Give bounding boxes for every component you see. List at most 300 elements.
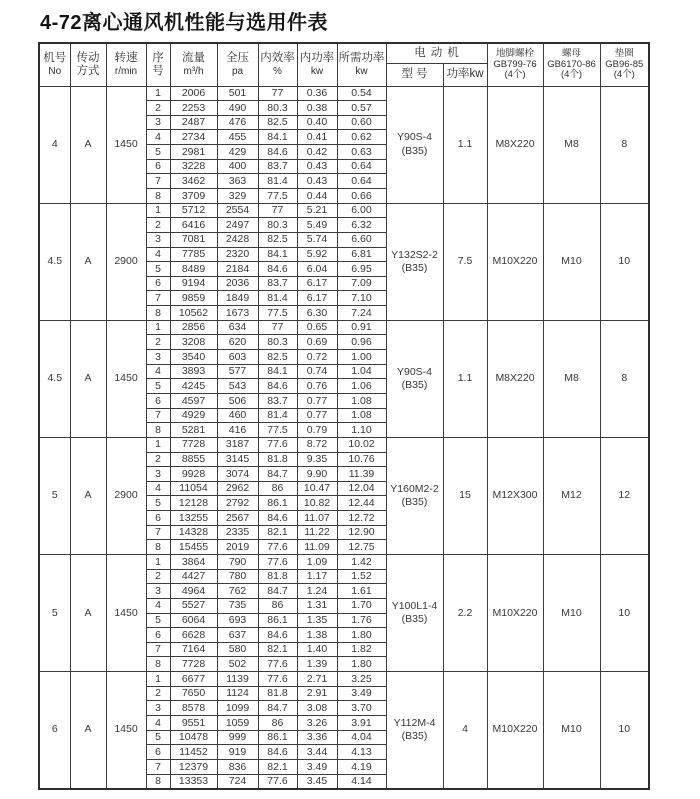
inner-power-cell: 0.65	[297, 320, 337, 335]
pressure-cell: 693	[217, 613, 258, 628]
efficiency-cell: 82.5	[258, 350, 297, 365]
serial-cell: 4	[146, 481, 170, 496]
inner-power-cell: 6.17	[297, 276, 337, 291]
pressure-cell: 2567	[217, 511, 258, 526]
inner-power-cell: 3.36	[297, 730, 337, 745]
flow-cell: 7785	[170, 247, 217, 262]
flow-cell: 3208	[170, 335, 217, 350]
pressure-cell: 506	[217, 393, 258, 408]
efficiency-cell: 82.5	[258, 232, 297, 247]
anchor-bolt-cell: M10X220	[487, 203, 543, 320]
efficiency-cell: 83.7	[258, 276, 297, 291]
serial-cell: 4	[146, 716, 170, 731]
serial-cell: 6	[146, 393, 170, 408]
machine-no-cell: 5	[39, 437, 70, 554]
col-header-speed: 转速 r/min	[106, 43, 146, 86]
pressure-cell: 329	[217, 188, 258, 203]
inner-power-cell: 9.35	[297, 452, 337, 467]
pressure-cell: 1124	[217, 686, 258, 701]
serial-cell: 2	[146, 686, 170, 701]
washer-cell: 12	[600, 437, 649, 554]
col-header-motor-model: 型号	[386, 63, 443, 86]
serial-cell: 6	[146, 511, 170, 526]
flow-cell: 6416	[170, 218, 217, 233]
col-header-nut: 螺母 GB6170-86 (4个)	[543, 43, 600, 86]
serial-cell: 3	[146, 701, 170, 716]
flow-cell: 5527	[170, 598, 217, 613]
pressure-cell: 2428	[217, 232, 258, 247]
flow-cell: 6064	[170, 613, 217, 628]
required-power-cell: 4.19	[337, 759, 386, 774]
speed-cell: 1450	[106, 555, 146, 672]
transmission-cell: A	[70, 672, 106, 789]
efficiency-cell: 80.3	[258, 101, 297, 116]
inner-power-cell: 1.38	[297, 628, 337, 643]
flow-cell: 2734	[170, 130, 217, 145]
efficiency-cell: 81.4	[258, 174, 297, 189]
flow-cell: 3893	[170, 364, 217, 379]
pressure-cell: 836	[217, 759, 258, 774]
inner-power-cell: 5.49	[297, 218, 337, 233]
efficiency-cell: 84.1	[258, 247, 297, 262]
nut-cell: M10	[543, 203, 600, 320]
required-power-cell: 1.42	[337, 555, 386, 570]
efficiency-cell: 82.5	[258, 115, 297, 130]
flow-cell: 9928	[170, 467, 217, 482]
pressure-cell: 2036	[217, 276, 258, 291]
flow-cell: 14328	[170, 525, 217, 540]
pressure-cell: 416	[217, 423, 258, 438]
efficiency-cell: 77.6	[258, 555, 297, 570]
pressure-cell: 762	[217, 584, 258, 599]
required-power-cell: 3.70	[337, 701, 386, 716]
efficiency-cell: 81.8	[258, 452, 297, 467]
efficiency-cell: 77	[258, 203, 297, 218]
flow-cell: 3864	[170, 555, 217, 570]
table-header	[39, 43, 649, 86]
serial-cell: 8	[146, 423, 170, 438]
flow-cell: 9194	[170, 276, 217, 291]
required-power-cell: 0.96	[337, 335, 386, 350]
machine-no-cell: 5	[39, 555, 70, 672]
pressure-cell: 2554	[217, 203, 258, 218]
motor-model-cell: Y90S-4 (B35)	[386, 86, 443, 203]
pressure-cell: 455	[217, 130, 258, 145]
table-row	[39, 555, 649, 570]
flow-cell: 2981	[170, 145, 217, 160]
transmission-cell: A	[70, 320, 106, 437]
required-power-cell: 0.62	[337, 130, 386, 145]
transmission-cell: A	[70, 203, 106, 320]
required-power-cell: 1.10	[337, 423, 386, 438]
serial-cell: 8	[146, 188, 170, 203]
efficiency-cell: 81.4	[258, 408, 297, 423]
serial-cell: 3	[146, 232, 170, 247]
washer-cell: 10	[600, 555, 649, 672]
serial-cell: 1	[146, 672, 170, 687]
pressure-cell: 2497	[217, 218, 258, 233]
transmission-cell: A	[70, 555, 106, 672]
pressure-cell: 735	[217, 598, 258, 613]
serial-cell: 1	[146, 437, 170, 452]
table-row	[39, 320, 649, 335]
pressure-cell: 1673	[217, 306, 258, 321]
required-power-cell: 0.64	[337, 159, 386, 174]
efficiency-cell: 86.1	[258, 613, 297, 628]
required-power-cell: 3.49	[337, 686, 386, 701]
col-header-inner-power: 内功率 kw	[297, 43, 337, 86]
inner-power-cell: 0.42	[297, 145, 337, 160]
required-power-cell: 1.52	[337, 569, 386, 584]
serial-cell: 8	[146, 657, 170, 672]
flow-cell: 6628	[170, 628, 217, 643]
pressure-cell: 637	[217, 628, 258, 643]
pressure-cell: 543	[217, 379, 258, 394]
efficiency-cell: 84.6	[258, 511, 297, 526]
anchor-bolt-cell: M10X220	[487, 672, 543, 789]
serial-cell: 7	[146, 525, 170, 540]
pressure-cell: 490	[217, 101, 258, 116]
col-header-anchor-bolt: 地脚螺栓 GB799-76 (4个)	[487, 43, 543, 86]
motor-power-cell: 2.2	[443, 555, 487, 672]
motor-model-cell: Y112M-4 (B35)	[386, 672, 443, 789]
inner-power-cell: 0.77	[297, 408, 337, 423]
pressure-cell: 2335	[217, 525, 258, 540]
flow-cell: 7650	[170, 686, 217, 701]
serial-cell: 1	[146, 86, 170, 101]
motor-power-cell: 15	[443, 437, 487, 554]
required-power-cell: 0.66	[337, 188, 386, 203]
flow-cell: 4964	[170, 584, 217, 599]
flow-cell: 8489	[170, 262, 217, 277]
inner-power-cell: 2.71	[297, 672, 337, 687]
machine-no-cell: 4.5	[39, 320, 70, 437]
flow-cell: 11452	[170, 745, 217, 760]
flow-cell: 13255	[170, 511, 217, 526]
required-power-cell: 0.54	[337, 86, 386, 101]
required-power-cell: 1.80	[337, 657, 386, 672]
pressure-cell: 2320	[217, 247, 258, 262]
serial-cell: 6	[146, 159, 170, 174]
flow-cell: 13353	[170, 774, 217, 789]
fan-performance-table	[38, 42, 650, 790]
nut-cell: M10	[543, 555, 600, 672]
efficiency-cell: 77	[258, 86, 297, 101]
serial-cell: 3	[146, 584, 170, 599]
pressure-cell: 400	[217, 159, 258, 174]
anchor-bolt-cell: M8X220	[487, 320, 543, 437]
inner-power-cell: 0.74	[297, 364, 337, 379]
flow-cell: 7164	[170, 642, 217, 657]
inner-power-cell: 1.24	[297, 584, 337, 599]
required-power-cell: 3.25	[337, 672, 386, 687]
flow-cell: 5712	[170, 203, 217, 218]
nut-cell: M10	[543, 672, 600, 789]
pressure-cell: 790	[217, 555, 258, 570]
efficiency-cell: 84.6	[258, 628, 297, 643]
inner-power-cell: 11.07	[297, 511, 337, 526]
required-power-cell: 6.60	[337, 232, 386, 247]
serial-cell: 3	[146, 350, 170, 365]
inner-power-cell: 1.40	[297, 642, 337, 657]
inner-power-cell: 0.40	[297, 115, 337, 130]
pressure-cell: 919	[217, 745, 258, 760]
pressure-cell: 3074	[217, 467, 258, 482]
inner-power-cell: 0.72	[297, 350, 337, 365]
efficiency-cell: 86	[258, 716, 297, 731]
inner-power-cell: 10.47	[297, 481, 337, 496]
flow-cell: 3709	[170, 188, 217, 203]
motor-model-cell: Y132S2-2 (B35)	[386, 203, 443, 320]
serial-cell: 1	[146, 555, 170, 570]
nut-cell: M8	[543, 86, 600, 203]
serial-cell: 5	[146, 613, 170, 628]
anchor-bolt-cell: M12X300	[487, 437, 543, 554]
flow-cell: 9551	[170, 716, 217, 731]
required-power-cell: 1.00	[337, 350, 386, 365]
motor-power-cell: 7.5	[443, 203, 487, 320]
flow-cell: 12379	[170, 759, 217, 774]
inner-power-cell: 9.90	[297, 467, 337, 482]
col-header-serial: 序 号	[146, 43, 170, 86]
serial-cell: 3	[146, 115, 170, 130]
pressure-cell: 2019	[217, 540, 258, 555]
serial-cell: 4	[146, 364, 170, 379]
pressure-cell: 2184	[217, 262, 258, 277]
required-power-cell: 1.80	[337, 628, 386, 643]
pressure-cell: 2962	[217, 481, 258, 496]
washer-cell: 10	[600, 672, 649, 789]
pressure-cell: 724	[217, 774, 258, 789]
pressure-cell: 1059	[217, 716, 258, 731]
inner-power-cell: 0.41	[297, 130, 337, 145]
anchor-bolt-cell: M10X220	[487, 555, 543, 672]
efficiency-cell: 77	[258, 320, 297, 335]
transmission-cell: A	[70, 437, 106, 554]
pressure-cell: 1139	[217, 672, 258, 687]
inner-power-cell: 0.43	[297, 159, 337, 174]
efficiency-cell: 84.1	[258, 364, 297, 379]
inner-power-cell: 1.39	[297, 657, 337, 672]
efficiency-cell: 77.6	[258, 657, 297, 672]
flow-cell: 12128	[170, 496, 217, 511]
efficiency-cell: 81.8	[258, 686, 297, 701]
flow-cell: 15455	[170, 540, 217, 555]
inner-power-cell: 1.35	[297, 613, 337, 628]
required-power-cell: 6.81	[337, 247, 386, 262]
serial-cell: 4	[146, 130, 170, 145]
required-power-cell: 1.08	[337, 393, 386, 408]
required-power-cell: 10.02	[337, 437, 386, 452]
pressure-cell: 501	[217, 86, 258, 101]
flow-cell: 5281	[170, 423, 217, 438]
required-power-cell: 1.06	[337, 379, 386, 394]
col-header-motor-group: 电动机	[386, 43, 487, 63]
required-power-cell: 7.10	[337, 291, 386, 306]
efficiency-cell: 77.6	[258, 672, 297, 687]
efficiency-cell: 77.5	[258, 188, 297, 203]
required-power-cell: 7.24	[337, 306, 386, 321]
inner-power-cell: 11.09	[297, 540, 337, 555]
serial-cell: 4	[146, 598, 170, 613]
required-power-cell: 4.14	[337, 774, 386, 789]
inner-power-cell: 3.26	[297, 716, 337, 731]
required-power-cell: 6.32	[337, 218, 386, 233]
serial-cell: 6	[146, 745, 170, 760]
efficiency-cell: 84.6	[258, 379, 297, 394]
required-power-cell: 12.72	[337, 511, 386, 526]
required-power-cell: 6.95	[337, 262, 386, 277]
table-row	[39, 203, 649, 218]
inner-power-cell: 6.30	[297, 306, 337, 321]
required-power-cell: 1.82	[337, 642, 386, 657]
inner-power-cell: 8.72	[297, 437, 337, 452]
required-power-cell: 1.04	[337, 364, 386, 379]
inner-power-cell: 3.44	[297, 745, 337, 760]
motor-power-cell: 4	[443, 672, 487, 789]
efficiency-cell: 80.3	[258, 218, 297, 233]
flow-cell: 7728	[170, 437, 217, 452]
required-power-cell: 0.60	[337, 115, 386, 130]
required-power-cell: 4.04	[337, 730, 386, 745]
required-power-cell: 4.13	[337, 745, 386, 760]
pressure-cell: 1099	[217, 701, 258, 716]
serial-cell: 7	[146, 174, 170, 189]
efficiency-cell: 77.6	[258, 437, 297, 452]
inner-power-cell: 5.21	[297, 203, 337, 218]
washer-cell: 10	[600, 203, 649, 320]
pressure-cell: 999	[217, 730, 258, 745]
inner-power-cell: 0.77	[297, 393, 337, 408]
serial-cell: 5	[146, 262, 170, 277]
col-header-motor-power: 功率kw	[443, 63, 487, 86]
efficiency-cell: 77.6	[258, 774, 297, 789]
flow-cell: 6677	[170, 672, 217, 687]
table-row	[39, 86, 649, 101]
col-header-flow: 流量 m³/h	[170, 43, 217, 86]
col-header-transmission: 传动 方式	[70, 43, 106, 86]
required-power-cell: 1.70	[337, 598, 386, 613]
inner-power-cell: 3.08	[297, 701, 337, 716]
efficiency-cell: 82.1	[258, 759, 297, 774]
serial-cell: 1	[146, 203, 170, 218]
col-header-pressure: 全压 pa	[217, 43, 258, 86]
inner-power-cell: 0.38	[297, 101, 337, 116]
efficiency-cell: 84.6	[258, 145, 297, 160]
efficiency-cell: 77.5	[258, 306, 297, 321]
inner-power-cell: 0.79	[297, 423, 337, 438]
flow-cell: 4929	[170, 408, 217, 423]
flow-cell: 2856	[170, 320, 217, 335]
washer-cell: 8	[600, 320, 649, 437]
inner-power-cell: 1.17	[297, 569, 337, 584]
efficiency-cell: 86.1	[258, 496, 297, 511]
motor-power-cell: 1.1	[443, 320, 487, 437]
inner-power-cell: 2.91	[297, 686, 337, 701]
efficiency-cell: 82.1	[258, 525, 297, 540]
table-row	[39, 437, 649, 452]
transmission-cell: A	[70, 86, 106, 203]
serial-cell: 2	[146, 218, 170, 233]
efficiency-cell: 81.8	[258, 569, 297, 584]
serial-cell: 6	[146, 628, 170, 643]
inner-power-cell: 5.92	[297, 247, 337, 262]
col-header-washer: 垫圈 GB96-85 (4个)	[600, 43, 649, 86]
pressure-cell: 363	[217, 174, 258, 189]
machine-no-cell: 4.5	[39, 203, 70, 320]
serial-cell: 2	[146, 335, 170, 350]
motor-model-cell: Y160M2-2 (B35)	[386, 437, 443, 554]
flow-cell: 10562	[170, 306, 217, 321]
required-power-cell: 1.61	[337, 584, 386, 599]
machine-no-cell: 6	[39, 672, 70, 789]
serial-cell: 5	[146, 145, 170, 160]
required-power-cell: 12.44	[337, 496, 386, 511]
pressure-cell: 780	[217, 569, 258, 584]
flow-cell: 2487	[170, 115, 217, 130]
serial-cell: 2	[146, 569, 170, 584]
pressure-cell: 620	[217, 335, 258, 350]
flow-cell: 10478	[170, 730, 217, 745]
inner-power-cell: 1.09	[297, 555, 337, 570]
efficiency-cell: 84.6	[258, 262, 297, 277]
required-power-cell: 10.76	[337, 452, 386, 467]
efficiency-cell: 80.3	[258, 335, 297, 350]
inner-power-cell: 3.49	[297, 759, 337, 774]
efficiency-cell: 86	[258, 598, 297, 613]
inner-power-cell: 5.74	[297, 232, 337, 247]
fan-table-body	[39, 86, 649, 789]
col-header-required-power: 所需功率 kw	[337, 43, 386, 86]
serial-cell: 5	[146, 496, 170, 511]
col-header-efficiency: 内效率 %	[258, 43, 297, 86]
required-power-cell: 0.91	[337, 320, 386, 335]
serial-cell: 6	[146, 276, 170, 291]
required-power-cell: 1.76	[337, 613, 386, 628]
efficiency-cell: 82.1	[258, 642, 297, 657]
required-power-cell: 0.57	[337, 101, 386, 116]
anchor-bolt-cell: M8X220	[487, 86, 543, 203]
flow-cell: 8855	[170, 452, 217, 467]
serial-cell: 7	[146, 408, 170, 423]
inner-power-cell: 1.31	[297, 598, 337, 613]
pressure-cell: 1849	[217, 291, 258, 306]
efficiency-cell: 84.7	[258, 701, 297, 716]
pressure-cell: 603	[217, 350, 258, 365]
efficiency-cell: 83.7	[258, 393, 297, 408]
flow-cell: 3462	[170, 174, 217, 189]
serial-cell: 8	[146, 540, 170, 555]
pressure-cell: 580	[217, 642, 258, 657]
serial-cell: 5	[146, 730, 170, 745]
required-power-cell: 1.08	[337, 408, 386, 423]
pressure-cell: 476	[217, 115, 258, 130]
speed-cell: 2900	[106, 203, 146, 320]
serial-cell: 8	[146, 774, 170, 789]
required-power-cell: 0.63	[337, 145, 386, 160]
required-power-cell: 11.39	[337, 467, 386, 482]
efficiency-cell: 84.7	[258, 584, 297, 599]
inner-power-cell: 3.45	[297, 774, 337, 789]
pressure-cell: 460	[217, 408, 258, 423]
serial-cell: 7	[146, 759, 170, 774]
required-power-cell: 6.00	[337, 203, 386, 218]
required-power-cell: 12.04	[337, 481, 386, 496]
page-title: 4-72离心通风机性能与选用件表	[40, 12, 329, 34]
flow-cell: 11054	[170, 481, 217, 496]
serial-cell: 8	[146, 306, 170, 321]
pressure-cell: 3187	[217, 437, 258, 452]
